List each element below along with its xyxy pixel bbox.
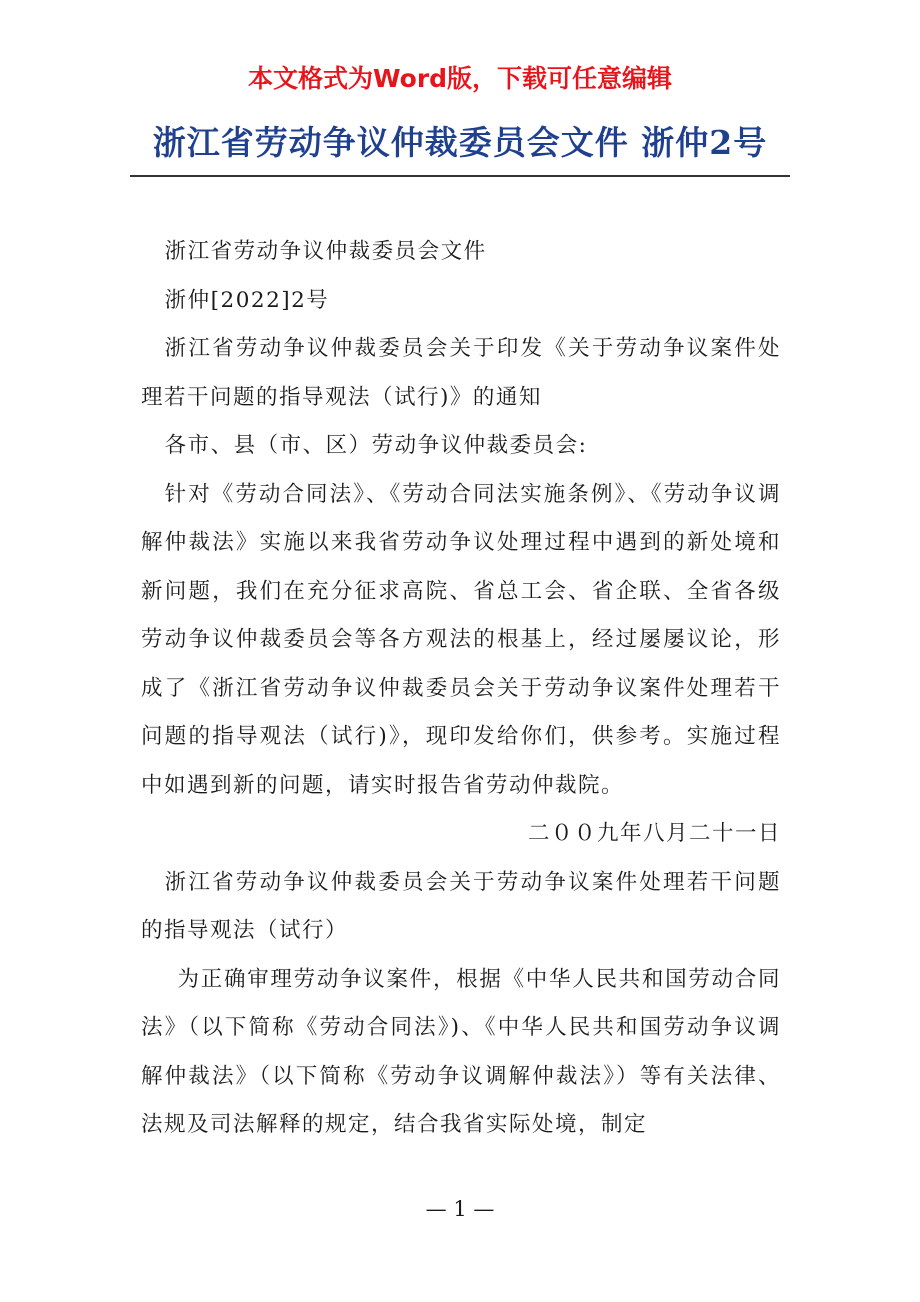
notice-body-paragraph: 针对《劳动合同法》、《劳动合同法实施条例》、《劳动争议调解仲裁法》实施以来我省劳动争议处理过程中遇到的新处境和新问题，我们在充分征求高院、省总工会、省企联、全省各级劳动争议仲裁委员会等各方观法的根基上，经过屡屡议论，形成了《浙江省劳动争议仲裁委员会关于劳动争议案件处理若干问题的指导观法（试行)》，现印发给你们，供参考。实施过程中如遇到新的问题，请实时报告省劳动仲裁院。 (141, 481, 781, 798)
document-body (141, 228, 781, 1150)
document-title: 浙江省劳动争议仲裁委员会文件 浙仲2号 (152, 123, 768, 162)
document-number: 浙仲[2022]2号 (164, 287, 330, 313)
title-divider (130, 175, 790, 177)
guideline-title: 浙江省劳动争议仲裁委员会关于劳动争议案件处理若干问题的指导观法（试行） (141, 869, 781, 943)
guideline-preamble: 为正确审理劳动争议案件，根据《中华人民共和国劳动合同法》（以下简称《劳动合同法》)、《中华人民共和国劳动争议调解仲裁法》（以下简称《劳动争议调解仲裁法》）等有关法律、法规及司法解释的规定，结合我省实际处境，制定 (141, 966, 781, 1137)
issuer-line: 浙江省劳动争议仲裁委员会文件 (164, 239, 487, 264)
word-format-banner: 本文格式为Word版，下载可任意编辑 (247, 64, 673, 93)
addressee-line: 各市、县（市、区）劳动争议仲裁委员会: (164, 433, 588, 458)
signing-date: 二００九年八月二十一日 (527, 821, 781, 846)
page-number: — 1 — (425, 1197, 495, 1221)
notice-heading: 浙江省劳动争议仲裁委员会关于印发《关于劳动争议案件处理若干问题的指导观法（试行)》的通知 (141, 336, 781, 410)
